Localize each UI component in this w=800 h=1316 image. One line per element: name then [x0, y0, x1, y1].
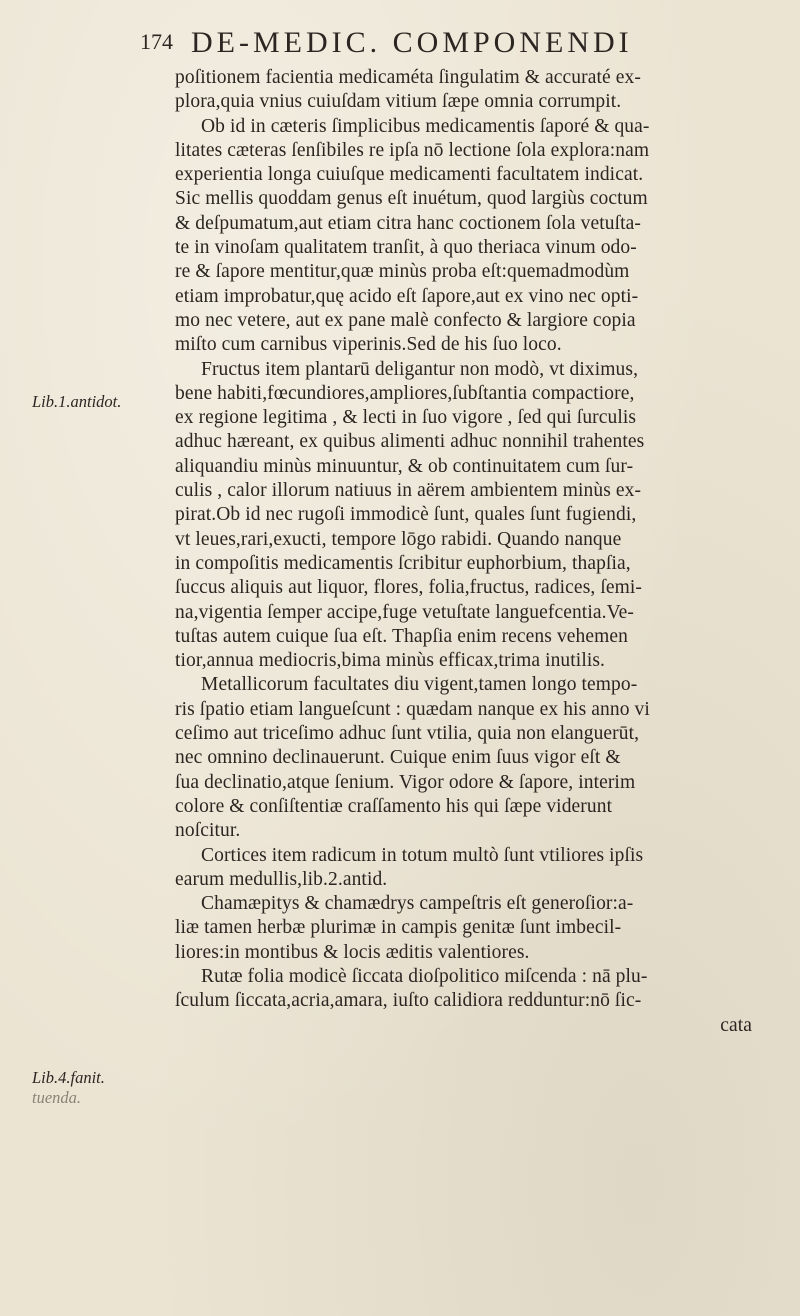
text-line: vt leues,rari,exucti, tempore lōgo rabidi. Quando nanque [175, 528, 622, 550]
margin-note-sanit: Lib.4.fanit. [32, 1068, 105, 1087]
text-line: colore & conſiſtentiæ craſſamento his qui ſæpe viderunt [175, 795, 613, 817]
text-line: in compoſitis medicamentis ſcribitur euphorbium, thapſia, [175, 552, 631, 574]
text-line: Sic mellis quoddam genus eſt inuétum, quod largiùs coctum [175, 188, 648, 210]
text-line: noſcitur. [175, 820, 241, 842]
text-line: liæ tamen herbæ plurimæ in campis genitæ ſunt imbecil- [175, 917, 622, 939]
text-line: nec omnino declinauerunt. Cuique enim ſuus vigor eſt & [175, 747, 621, 769]
catchword: cata [720, 1014, 752, 1036]
text-line: re & ſapore mentitur,quæ minùs proba eſt:quemadmodùm [175, 261, 630, 283]
text-line: te in vinoſam qualitatem tranſit, à quo theriaca vinum odo- [175, 237, 637, 259]
running-title: DE-MEDIC. COMPONENDI [191, 26, 633, 59]
text-line: tior,annua mediocris,bima minùs efficax,trima inutilis. [175, 650, 606, 672]
text-line: mo nec vetere, aut ex pane malè confecto & largiore copia [175, 309, 636, 331]
margin-note-tuenda: tuenda. [32, 1088, 82, 1107]
text-line: ex regione legitima , & lecti in ſuo vigore , ſed qui ſurculis [175, 407, 637, 429]
text-line: bene habiti,fœcundiores,ampliores,ſubſtantia compactiore, [175, 382, 635, 404]
text-line: etiam improbatur,quę acido eſt ſapore,aut ex vino nec opti- [175, 285, 639, 307]
text-line: na,vigentia ſemper accipe,fuge vetuſtate languefcentia.Ve- [175, 601, 634, 623]
page-number: 174 [140, 29, 173, 54]
text-line: & deſpumatum,aut etiam citra hanc coctionem ſola vetuſta- [175, 212, 641, 234]
text-line: tuſtas autem cuique ſua eſt. Thapſia enim recens vehemen [175, 625, 629, 647]
text-line: ſua declinatio,atque ſenium. Vigor odore & ſapore, interim [175, 771, 636, 793]
running-header [140, 26, 780, 66]
text-line: adhuc hæreant, ex quibus alimenti adhuc nonnihil trahentes [175, 431, 645, 453]
text-line: earum medullis,lib.2.antid. [175, 868, 388, 890]
text-line: Fructus item plantarū deligantur non modò, vt diximus, [201, 358, 639, 380]
text-line: Cortices item radicum in totum multò ſunt vtiliores ipſis [201, 844, 644, 866]
text-line: ris ſpatio etiam langueſcunt : quædam nanque ex his anno vi [175, 698, 650, 720]
text-line: Ob id in cæteris ſimplicibus medicamentis ſaporé & qua- [201, 115, 650, 137]
margin-note-antidot: Lib.1.antidot. [32, 392, 122, 411]
text-line: ſuccus aliquis aut liquor, flores, folia,fructus, radices, ſemi- [175, 577, 642, 599]
text-line: Chamæpitys & chamædrys campeſtris eſt generoſior:a- [201, 893, 634, 915]
text-line: ſculum ſiccata,acria,amara, iuſto calidiora redduntur:nō ſic- [175, 990, 642, 1012]
body-text [175, 66, 770, 1038]
text-line: aliquandiu minùs minuuntur, & ob continuitatem cum ſur- [175, 455, 634, 477]
text-line: culis , calor illorum natiuus in aërem ambientem minùs ex- [175, 480, 642, 502]
text-line: liores:in montibus & locis æditis valentiores. [175, 941, 530, 963]
text-line: litates cæteras ſenſibiles re ipſa nō lectione ſola explora:nam [175, 139, 650, 161]
text-line: experientia longa cuiuſque medicamenti facultatem indicat. [175, 164, 644, 186]
text-line: plora,quia vnius cuiuſdam vitium ſæpe omnia corrumpit. [175, 91, 622, 113]
text-line: pirat.Ob id nec rugoſi immodicè ſunt, quales ſunt fugiendi, [175, 504, 637, 526]
text-line: Rutæ folia modicè ſiccata dioſpolitico miſcenda : nā plu- [201, 965, 648, 987]
text-line: miſto cum carnibus viperinis.Sed de his ſuo loco. [175, 334, 562, 356]
text-line: poſitionem facientia medicaméta ſingulatim & accuraté ex- [175, 67, 641, 88]
text-line: Metallicorum facultates diu vigent,tamen longo tempo- [201, 674, 638, 696]
text-line: ceſimo aut triceſimo adhuc ſunt vtilia, quia non elanguerūt, [175, 723, 640, 745]
